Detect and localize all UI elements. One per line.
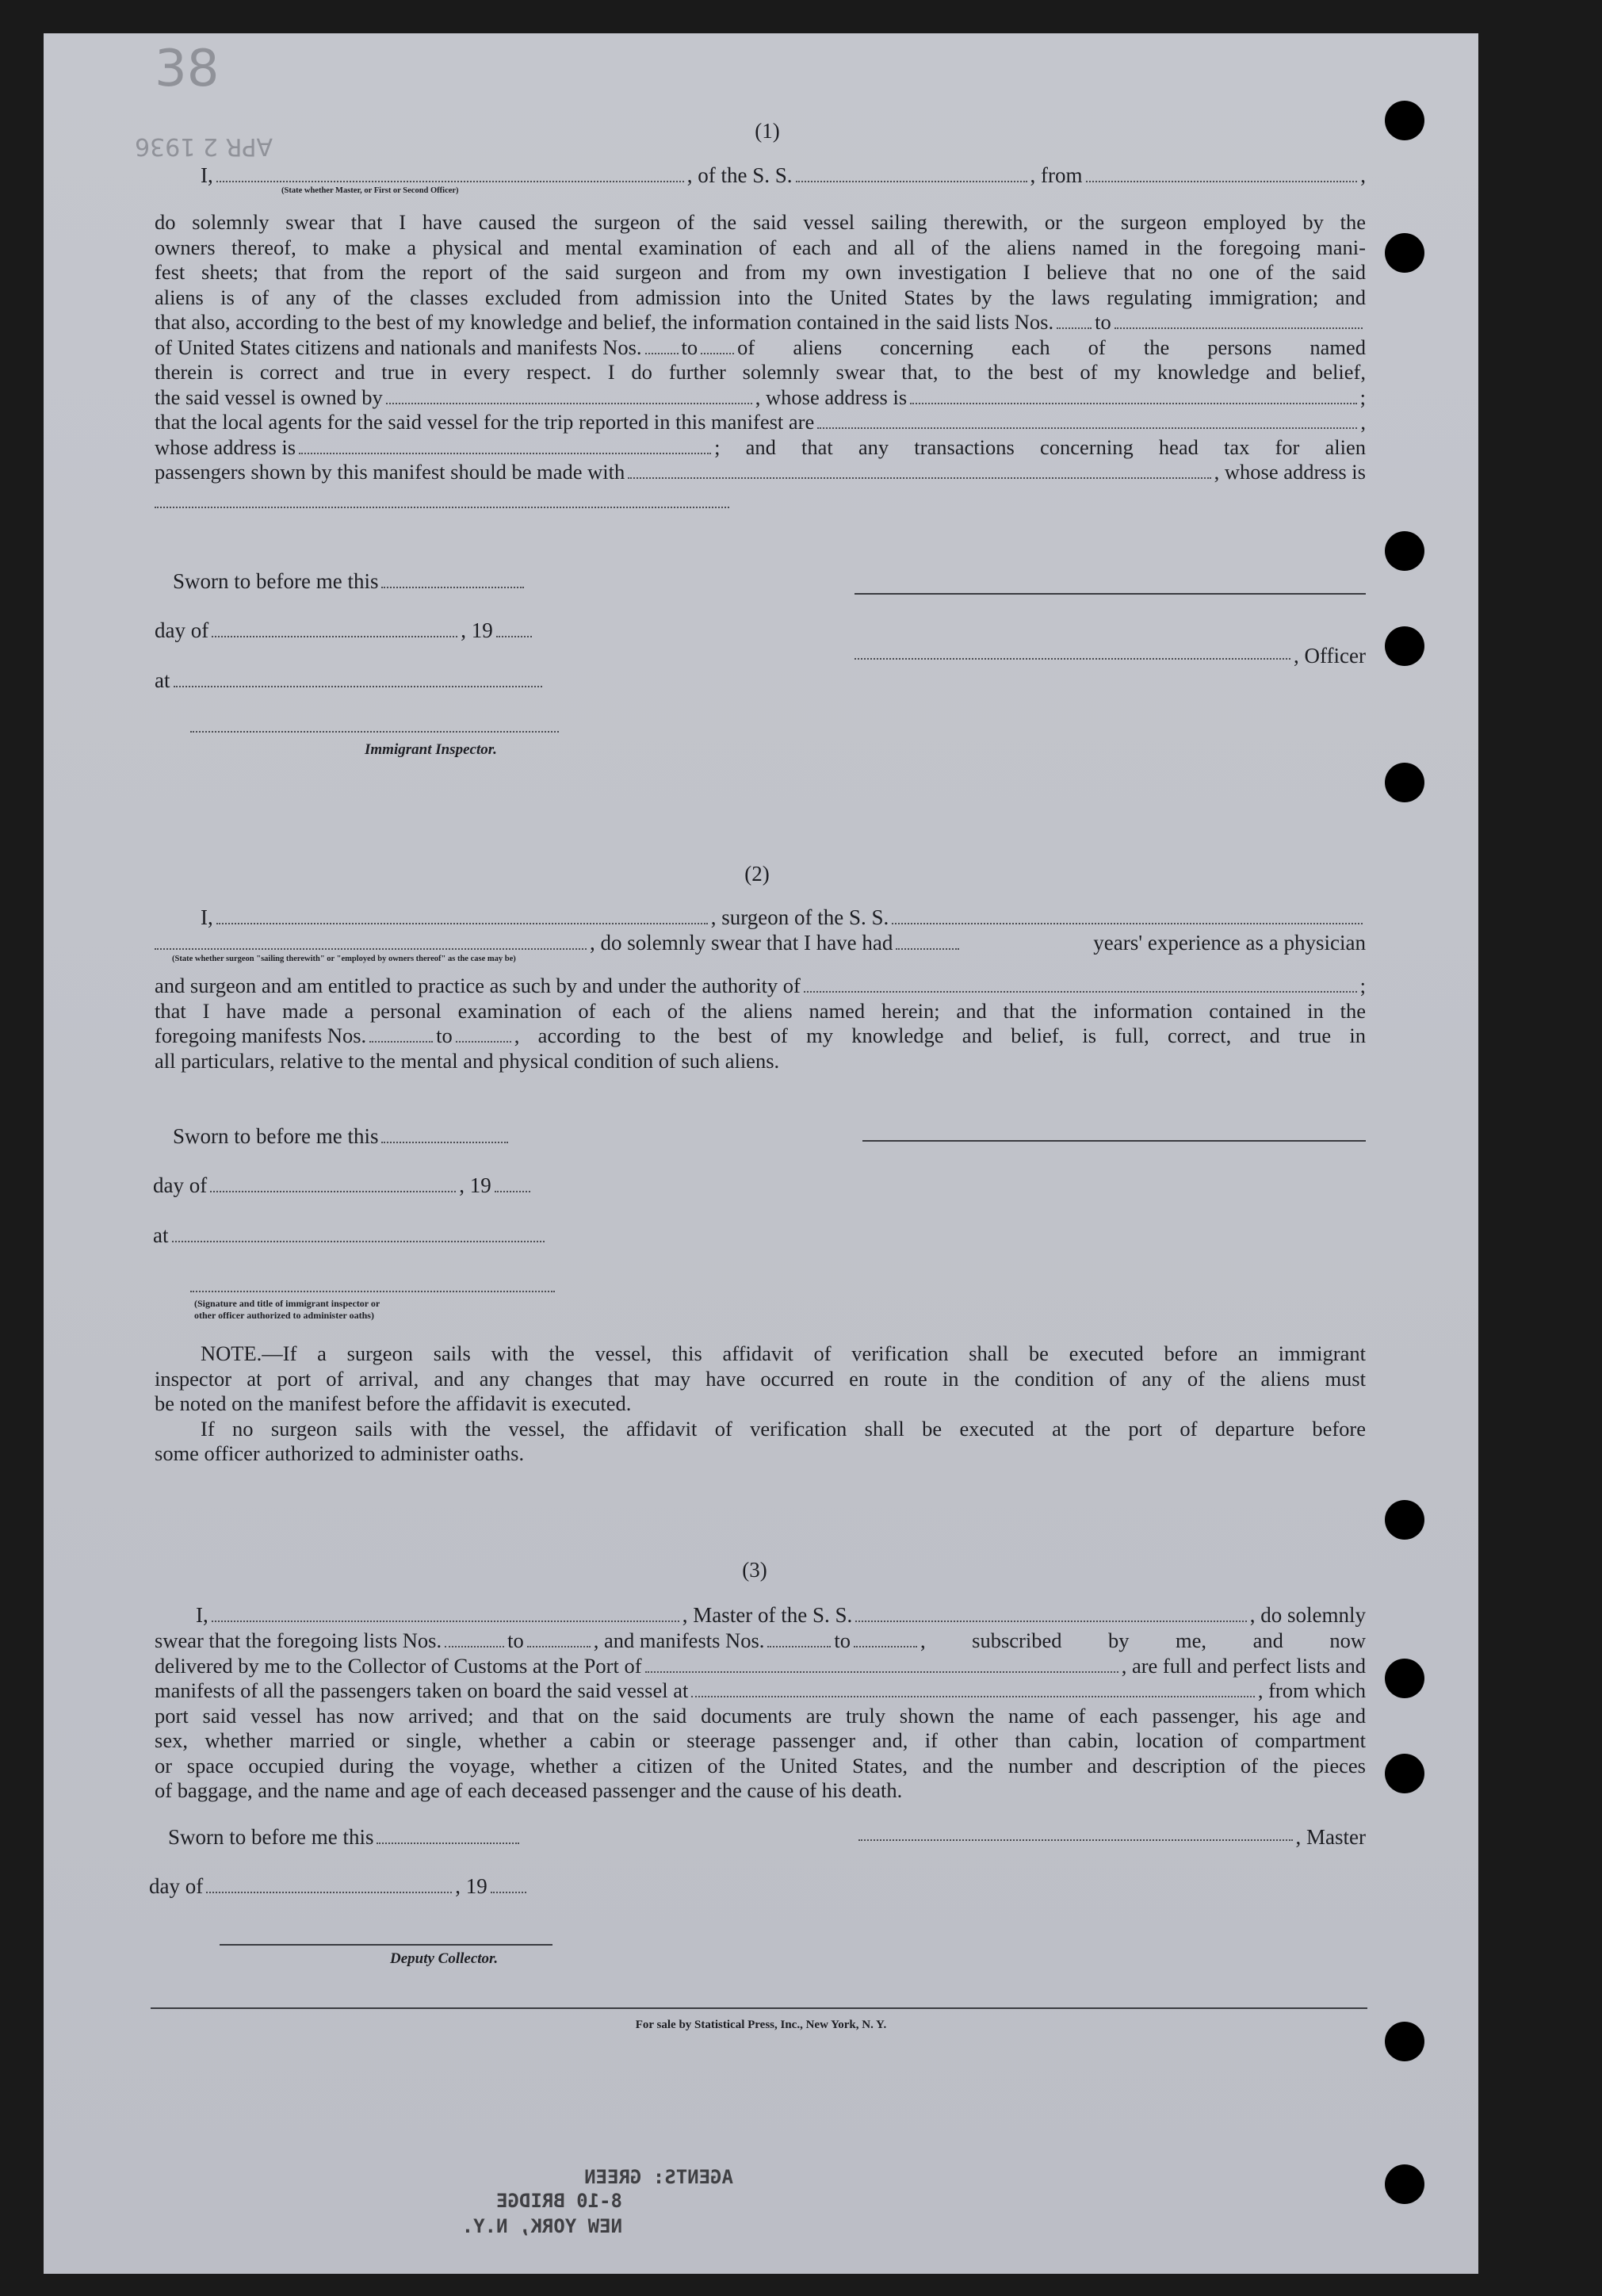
- agents-address-field[interactable]: [299, 453, 711, 454]
- s1-line-3: fest sheets; that from the report of the said surgeon and from my own investigation I believe that no one of the said: [155, 260, 1366, 284]
- s2-signature-note-2: other officer authorized to administer oaths): [194, 1310, 374, 1321]
- s2-signature-note-1: (Signature and title of immigrant inspector or: [194, 1298, 380, 1309]
- date-stamp: APR 2 1936: [135, 132, 273, 160]
- note-line-3: be noted on the manifest before the affidavit is executed.: [155, 1391, 632, 1415]
- departure-port-field[interactable]: [1086, 181, 1358, 182]
- s1-officer-line: , Officer: [855, 644, 1366, 668]
- s3-line-2: swear that the foregoing lists Nos. to , and manifests Nos. to , subscribed by me, and now: [155, 1628, 1366, 1652]
- punch-hole-6: [1385, 1500, 1424, 1540]
- s2-line-5: foregoing manifests Nos. to , according to the best of my knowledge and belief, is full, correct, and true in: [155, 1024, 1366, 1047]
- years-experience-field[interactable]: [896, 948, 959, 950]
- section-3-number: (3): [742, 1558, 767, 1582]
- s3-lists-from-field[interactable]: [445, 1646, 504, 1647]
- s1-line-5: that also, according to the best of my knowledge and belief, the information contained in the said lists Nos. to: [155, 310, 1366, 335]
- s3-manifests-to-field[interactable]: [854, 1646, 917, 1647]
- s1-month-field[interactable]: [212, 636, 457, 637]
- s1-line-6: of United States citizens and nationals and manifests Nos. to of aliens concerning each of the persons named: [155, 335, 1366, 359]
- inspector-caption: Immigrant Inspector.: [365, 741, 497, 758]
- s3-master-line: , Master: [858, 1825, 1366, 1850]
- s2-manifests-to-field[interactable]: [456, 1041, 511, 1043]
- s3-line-6: sex, whether married or single, whether a cabin or steerage passenger and, if other than cabin, location of compartment: [155, 1728, 1366, 1752]
- head-tax-party-field[interactable]: [628, 477, 1210, 479]
- s1-at-line: at: [155, 668, 545, 693]
- s2-inspector-signature-line[interactable]: [190, 1291, 555, 1292]
- stamp-line-3: NEW YORK, N.Y.: [461, 2215, 622, 2237]
- boarding-port-field[interactable]: [691, 1696, 1255, 1697]
- punch-hole-2: [1385, 233, 1424, 273]
- punch-hole-5: [1385, 763, 1424, 802]
- stamp-line-2: 8-10 BRIDGE: [496, 2190, 622, 2212]
- inspector-signature-line[interactable]: [190, 731, 559, 733]
- alien-manifests-from-field[interactable]: [645, 353, 679, 354]
- section-1-body: [155, 210, 1366, 485]
- s3-line-8: of baggage, and the name and age of each deceased passenger and the cause of his death.: [155, 1778, 903, 1802]
- s2-manifests-from-field[interactable]: [369, 1041, 433, 1043]
- s3-line-3: delivered by me to the Collector of Customs at the Port of , are full and perfect lists and: [155, 1653, 1366, 1678]
- practice-authority-field[interactable]: [804, 991, 1357, 993]
- deputy-caption: Deputy Collector.: [390, 1950, 499, 1967]
- stamp-line-1: AGENTS: GREEN: [584, 2166, 733, 2188]
- s1-sworn-line: Sworn to before me this: [173, 569, 527, 594]
- s1-signature-line-2[interactable]: [855, 658, 1290, 660]
- vessel-name-field[interactable]: [796, 181, 1027, 182]
- s2-year-field[interactable]: [495, 1191, 530, 1192]
- punch-hole-7: [1385, 1659, 1424, 1698]
- s1-line-9: that the local agents for the said vessel for the trip reported in this manifest are ,: [155, 410, 1366, 434]
- intro-end: ,: [1360, 163, 1366, 187]
- s2-signature-line[interactable]: [862, 1140, 1366, 1142]
- s3-line-7: or space occupied during the voyage, whether a citizen of the United States, and the number and description of the pieces: [155, 1753, 1366, 1777]
- note-line-4: If no surgeon sails with the vessel, the affidavit of verification shall be executed at the port of departure before: [201, 1416, 1366, 1441]
- head-tax-address-line[interactable]: [155, 507, 729, 508]
- owner-address-field[interactable]: [910, 403, 1356, 404]
- s2-line-2: , do solemnly swear that I have had years' experience as a physician: [155, 931, 1366, 955]
- intro-ofss: , of the S. S.: [686, 163, 793, 187]
- s1-dayof-line: day of , 19: [155, 618, 535, 643]
- alien-manifests-to-field[interactable]: [701, 353, 734, 354]
- s2-at-line: at: [153, 1223, 548, 1248]
- punch-hole-10: [1385, 2164, 1424, 2204]
- s2-line-3: and surgeon and am entitled to practice as such by and under the authority of ;: [155, 974, 1366, 997]
- section-2-body: [155, 974, 1366, 1073]
- s2-line-1: I, , surgeon of the S. S.: [155, 905, 1366, 930]
- agent-stamp: [369, 2166, 733, 2253]
- s3-sworn-line: Sworn to before me this: [168, 1825, 522, 1850]
- s1-signature-line-1[interactable]: [855, 593, 1366, 595]
- s3-sworn-day-field[interactable]: [377, 1843, 519, 1844]
- s3-year-field[interactable]: [491, 1892, 526, 1893]
- s3-dayof-line: day of , 19: [149, 1874, 530, 1899]
- s1-line-2: owners thereof, to make a physical and mental examination of each and all of the aliens named in the foregoing mani-: [155, 235, 1366, 259]
- punch-hole-8: [1385, 1754, 1424, 1793]
- surgeon-status-field[interactable]: [155, 948, 587, 950]
- s1-sworn-day-field[interactable]: [381, 587, 524, 588]
- note-line-5: some officer authorized to administer oaths.: [155, 1441, 525, 1465]
- s1-line-1: do solemnly swear that I have caused the surgeon of the said vessel sailing therewith, or the surgeon employed by the: [155, 210, 1366, 234]
- section-3-body: [155, 1628, 1366, 1804]
- footer-divider: [151, 2007, 1367, 2009]
- s2-month-field[interactable]: [210, 1191, 456, 1192]
- punch-hole-3: [1385, 531, 1424, 571]
- master-name-field[interactable]: [212, 1621, 679, 1622]
- vessel-owner-field[interactable]: [386, 403, 752, 404]
- punch-hole-1: [1385, 101, 1424, 140]
- s3-line-4: manifests of all the passengers taken on board the said vessel at , from which: [155, 1678, 1366, 1702]
- intro-from: , from: [1030, 163, 1083, 187]
- citizen-lists-from-field[interactable]: [1057, 327, 1092, 329]
- s1-line-8: the said vessel is owned by , whose address is ;: [155, 385, 1366, 409]
- s2-sworn-line: Sworn to before me this: [173, 1124, 511, 1149]
- citizen-lists-to-field[interactable]: [1115, 327, 1363, 329]
- s2-dayof-line: day of , 19: [153, 1173, 533, 1198]
- note-line-1: NOTE.—If a surgeon sails with the vessel, this affidavit of verification shall be executed before an immigrant: [201, 1341, 1366, 1365]
- page-number-mark: 38: [155, 40, 220, 98]
- officer-rank-note: (State whether Master, or First or Second Officer): [281, 186, 459, 195]
- s2-line-4: that I have made a personal examination of each of the aliens named herein; and that the information contained in the: [155, 998, 1366, 1023]
- s1-line-4: aliens is of any of the classes excluded from admission into the United States by the laws regulating immigration; and: [155, 285, 1366, 309]
- s3-month-field[interactable]: [206, 1892, 452, 1893]
- surgeon-status-note: (State whether surgeon "sailing therewith" or "employed by owners thereof" as the case may be): [172, 955, 516, 963]
- s1-place-field[interactable]: [174, 686, 542, 687]
- s3-lists-to-field[interactable]: [527, 1646, 591, 1647]
- section-2-number: (2): [744, 862, 770, 886]
- s1-line-7: therein is correct and true in every respect. I do further solemnly swear that, to the best of my knowledge and belief,: [155, 360, 1366, 384]
- s3-vessel-field[interactable]: [855, 1621, 1247, 1622]
- surgeon-note-block: [155, 1341, 1366, 1467]
- s3-line-1: I, , Master of the S. S. , do solemnly: [196, 1603, 1366, 1627]
- manifest-page: [44, 33, 1478, 2274]
- note-line-2: inspector at port of arrival, and any changes that may have occurred en route in the condition of any of the aliens must: [155, 1366, 1366, 1391]
- officer-rank-field[interactable]: [216, 181, 684, 182]
- intro-i: I,: [201, 163, 213, 187]
- s3-line-5: port said vessel has now arrived; and that on the said documents are truly shown the name of each passenger, his age and: [155, 1703, 1366, 1728]
- master-signature-line[interactable]: [858, 1839, 1293, 1841]
- punch-hole-4: [1385, 626, 1424, 666]
- deputy-signature-line[interactable]: [220, 1944, 552, 1946]
- local-agents-field[interactable]: [817, 427, 1357, 429]
- section-1-number: (1): [755, 119, 780, 143]
- s3-manifests-from-field[interactable]: [767, 1646, 831, 1647]
- s2-place-field[interactable]: [172, 1241, 545, 1242]
- s1-line-11: passengers shown by this manifest should be made with , whose address is: [155, 460, 1366, 484]
- printer-imprint: For sale by Statistical Press, Inc., New York, N. Y.: [635, 2019, 887, 2031]
- customs-port-field[interactable]: [645, 1671, 1118, 1673]
- s2-sworn-day-field[interactable]: [381, 1142, 508, 1143]
- section-1-intro-line: [155, 163, 1366, 188]
- s2-line-6: all particulars, relative to the mental and physical condition of such aliens.: [155, 1048, 780, 1073]
- s1-line-10: whose address is ; and that any transactions concerning head tax for alien: [155, 434, 1366, 459]
- surgeon-name-field[interactable]: [216, 923, 708, 924]
- s1-year-field[interactable]: [496, 636, 532, 637]
- s2-vessel-field[interactable]: [892, 923, 1363, 924]
